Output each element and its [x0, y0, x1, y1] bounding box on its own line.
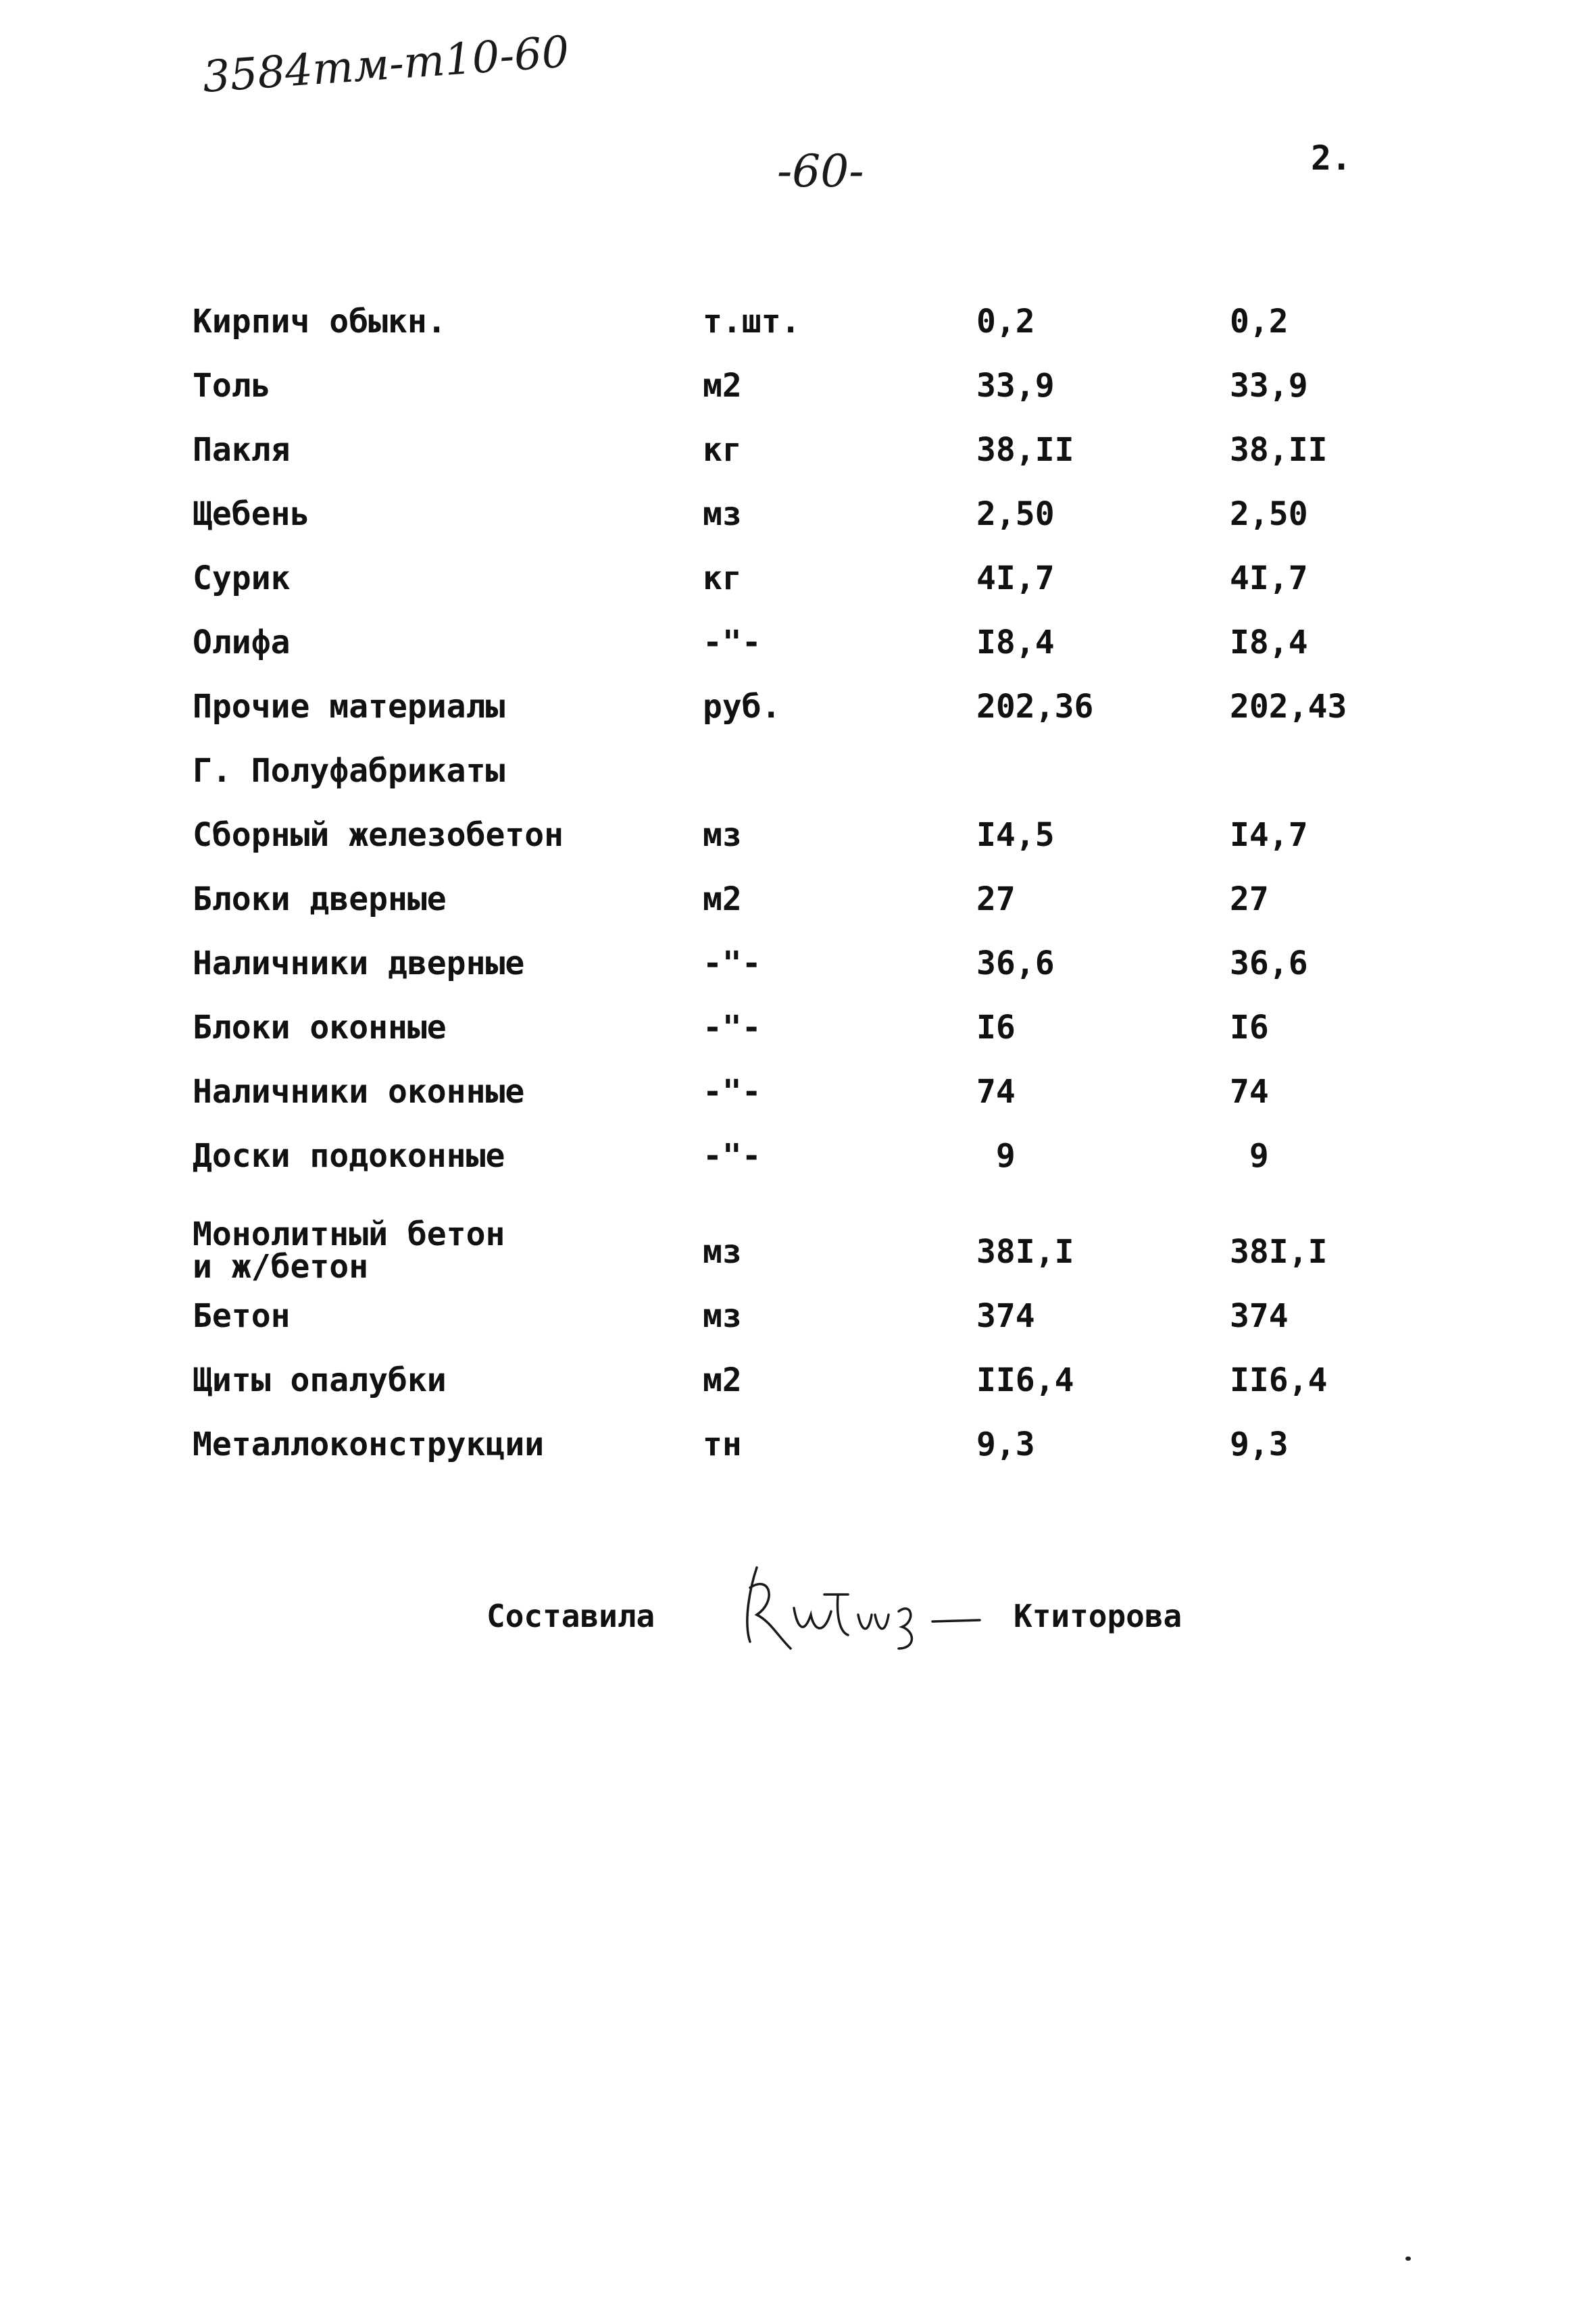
table-row — [0, 431, 1596, 492]
value-col-2: 0,2 — [1230, 303, 1289, 341]
material-name: Олифа — [193, 624, 291, 661]
value-col-1: I8,4 — [976, 624, 1055, 661]
material-unit: мз — [703, 1297, 742, 1335]
table-row — [0, 1426, 1596, 1486]
material-unit: кг — [703, 431, 742, 469]
material-name: Пакля — [193, 431, 291, 469]
scan-speck — [1405, 2257, 1411, 2261]
table-row — [0, 816, 1596, 877]
material-unit: -"- — [703, 1009, 762, 1047]
section-heading-row — [0, 752, 1596, 813]
material-unit: -"- — [703, 1137, 762, 1175]
value-col-1: 0,2 — [976, 303, 1035, 341]
material-name: Блоки оконные — [193, 1009, 447, 1047]
value-col-2: 4I,7 — [1230, 559, 1308, 597]
material-name: Бетон — [193, 1297, 291, 1335]
table-row — [0, 1215, 1596, 1294]
table-row — [0, 495, 1596, 556]
material-name: Металлоконструкции — [193, 1426, 545, 1463]
value-col-1: 202,36 — [976, 688, 1094, 726]
material-name: Прочие материалы — [193, 688, 505, 726]
material-name: Сборный железобетон — [193, 816, 564, 854]
table-row — [0, 1009, 1596, 1070]
section-heading: Г. Полуфабрикаты — [193, 752, 505, 790]
table-row — [0, 1297, 1596, 1358]
value-col-1: 2,50 — [976, 495, 1055, 533]
value-col-2: 2,50 — [1230, 495, 1308, 533]
value-col-2: 38,II — [1230, 431, 1328, 469]
material-name: Щебень — [193, 495, 310, 533]
value-col-2: I4,7 — [1230, 816, 1308, 854]
material-name: Наличники оконные — [193, 1073, 525, 1111]
material-unit: т.шт. — [703, 303, 801, 341]
value-col-1: II6,4 — [976, 1361, 1074, 1399]
material-name: Щиты опалубки — [193, 1361, 447, 1399]
value-col-1: 38I,I — [976, 1233, 1074, 1271]
table-row — [0, 624, 1596, 684]
value-col-1: 9,3 — [976, 1426, 1035, 1463]
material-unit: мз — [703, 816, 742, 854]
material-unit: -"- — [703, 1073, 762, 1111]
page-number: -60- — [777, 145, 864, 197]
value-col-2: 9,3 — [1230, 1426, 1289, 1463]
value-col-2: 33,9 — [1230, 367, 1308, 405]
value-col-1: 74 — [976, 1073, 1016, 1111]
table-row — [0, 367, 1596, 428]
value-col-1: 27 — [976, 880, 1016, 918]
table-row — [0, 1137, 1596, 1198]
value-col-1: I4,5 — [976, 816, 1055, 854]
doc-code: 3584тм-т10-60 — [201, 27, 571, 103]
value-col-2: 9 — [1230, 1137, 1269, 1175]
table-row — [0, 1073, 1596, 1134]
material-name: Доски подоконные — [193, 1137, 505, 1175]
value-col-2: 202,43 — [1230, 688, 1347, 726]
value-col-1: 38,II — [976, 431, 1074, 469]
material-unit: м2 — [703, 367, 742, 405]
material-name: Толь — [193, 367, 271, 405]
material-name: Сурик — [193, 559, 291, 597]
material-unit: кг — [703, 559, 742, 597]
value-col-2: I6 — [1230, 1009, 1269, 1047]
material-name: Блоки дверные — [193, 880, 447, 918]
material-unit: -"- — [703, 945, 762, 982]
material-name: Наличники дверные — [193, 945, 525, 982]
compiler-name: Ктиторова — [1014, 1598, 1182, 1634]
value-col-2: 374 — [1230, 1297, 1289, 1335]
table-row — [0, 945, 1596, 1005]
material-name: Кирпич обыкн. — [193, 303, 447, 341]
table-row — [0, 1361, 1596, 1422]
material-unit: м2 — [703, 880, 742, 918]
value-col-2: I8,4 — [1230, 624, 1308, 661]
handwritten-signature — [730, 1547, 987, 1662]
value-col-1: 36,6 — [976, 945, 1055, 982]
material-unit: тн — [703, 1426, 742, 1463]
value-col-1: 9 — [976, 1137, 1016, 1175]
value-col-2: 27 — [1230, 880, 1269, 918]
material-unit: м2 — [703, 1361, 742, 1399]
table-row — [0, 880, 1596, 941]
value-col-2: 74 — [1230, 1073, 1269, 1111]
value-col-1: 33,9 — [976, 367, 1055, 405]
table-row — [0, 559, 1596, 620]
value-col-1: 374 — [976, 1297, 1035, 1335]
value-col-2: 38I,I — [1230, 1233, 1328, 1271]
material-unit: мз — [703, 495, 742, 533]
table-row — [0, 303, 1596, 363]
value-col-1: 4I,7 — [976, 559, 1055, 597]
material-name: Монолитный бетон и ж/бетон — [193, 1215, 505, 1286]
material-unit: -"- — [703, 624, 762, 661]
material-unit: мз — [703, 1233, 742, 1271]
table-row — [0, 688, 1596, 749]
value-col-1: I6 — [976, 1009, 1016, 1047]
material-unit: руб. — [703, 688, 781, 726]
value-col-2: II6,4 — [1230, 1361, 1328, 1399]
value-col-2: 36,6 — [1230, 945, 1308, 982]
sheet-number: 2. — [1311, 139, 1352, 178]
compiled-by-label: Составила — [487, 1598, 655, 1634]
